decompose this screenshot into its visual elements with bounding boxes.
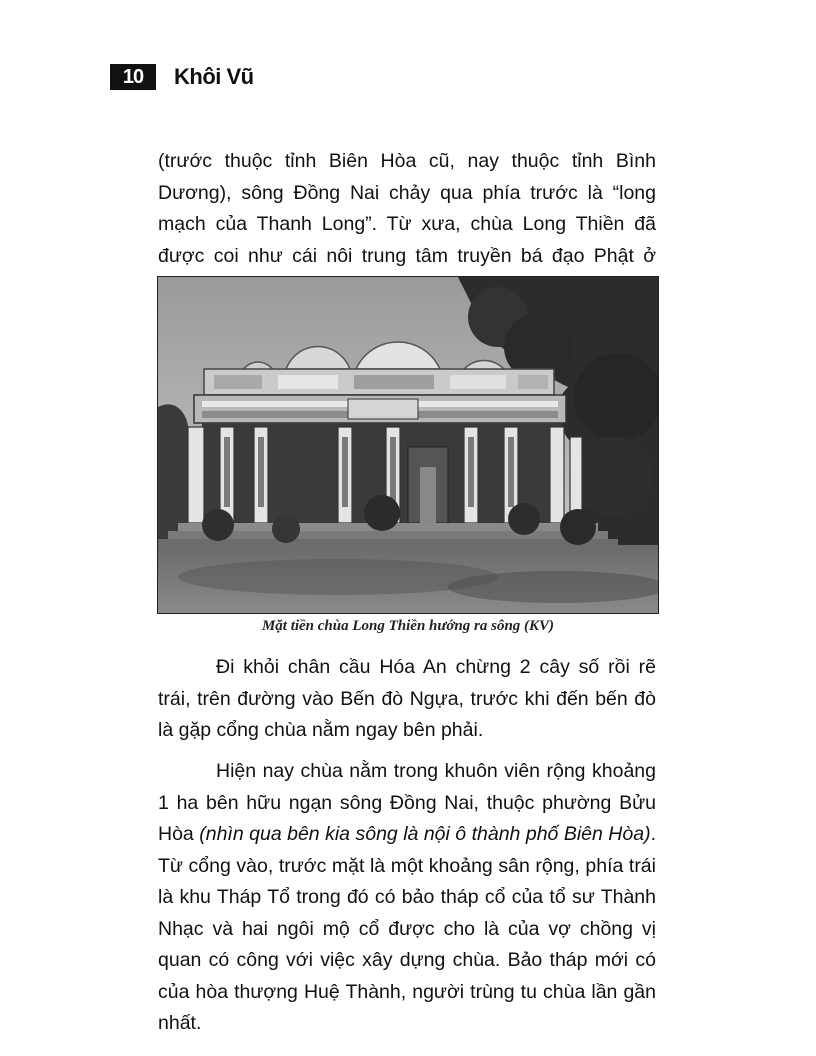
page-number: 10 (110, 64, 156, 90)
paragraph-3-italic: (nhìn qua bên kia sông là nội ô thành phố Biên Hòa) (199, 823, 651, 845)
page-header (110, 62, 254, 92)
temple-photo (157, 276, 659, 614)
paragraph-3-text-a: Hiện nay chùa nằm trong khuôn viên rộng khoảng 1 ha bên hữu ngạn sông Đồng Nai, thuộc phường Bửu Hòa (158, 760, 656, 845)
photo-caption: Mặt tiền chùa Long Thiền hướng ra sông (KV) (261, 618, 555, 634)
paragraph-2: Đi khỏi chân cầu Hóa An chừng 2 cây số rồi rẽ trái, trên đường vào Bến đò Ngựa, trước khi đến bến đò là gặp cổng chùa nằm ngay bên phải. (158, 656, 656, 741)
paragraph-3-text-b: . Từ cổng vào, trước mặt là một khoảng sân rộng, phía trái là khu Tháp Tổ trong đó có bảo tháp cổ của tổ sư Thành Nhạc và hai ngôi mộ cổ được cho là của vợ chồng vị quan có công với việc xây dựng chùa. Bảo tháp mới có của hòa thượng Huệ Thành, người trùng tu chùa lần gần nhất. (158, 823, 656, 1034)
paragraph-3 (158, 756, 656, 1040)
paragraph-1: (trước thuộc tỉnh Biên Hòa cũ, nay thuộc tỉnh Bình Dương), sông Đồng Nai chảy qua phía trước là “long mạch của Thanh Long”. Từ xưa, chùa Long Thiền đã được coi như cái nôi trung tâm truyền bá đạo Phật ở (158, 150, 656, 267)
book-author: Khôi Vũ (174, 64, 254, 89)
temple-facade-illustration (158, 277, 658, 613)
